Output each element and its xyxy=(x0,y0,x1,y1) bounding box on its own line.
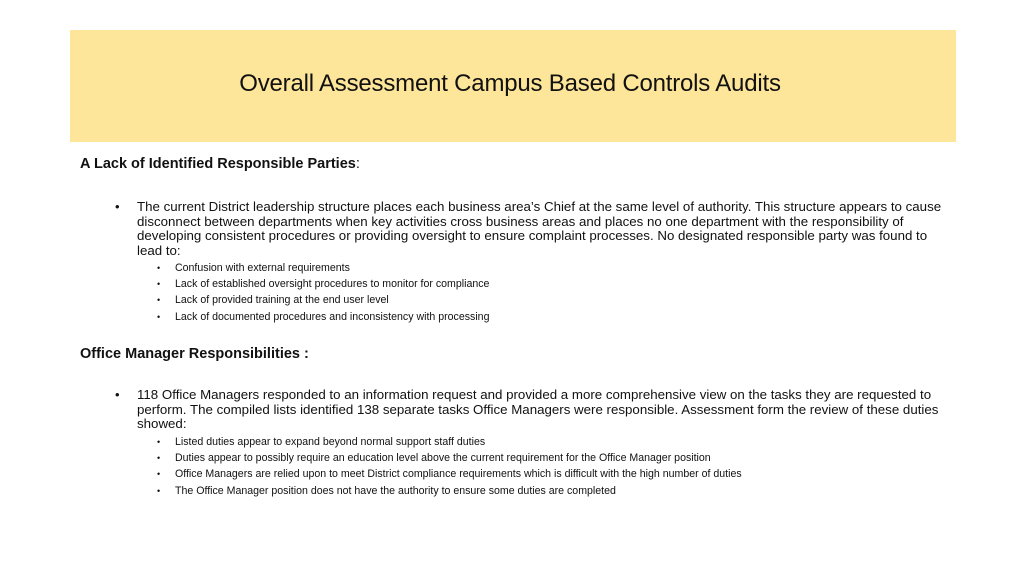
list-item-text: Office Managers are relied upon to meet District compliance requirements which is difficult with the high number of duties xyxy=(175,468,742,481)
list-item xyxy=(157,450,935,466)
list-item-text: Duties appear to possibly require an education level above the current requirement for the Office Manager position xyxy=(175,452,711,465)
sub-bullet-marker: • xyxy=(157,279,161,290)
section-heading-responsible-parties xyxy=(80,156,360,172)
sub-list-office-manager xyxy=(157,434,935,499)
sub-list-responsible-parties xyxy=(157,260,935,325)
sub-bullet-marker: • xyxy=(157,311,161,322)
sub-bullet-marker: • xyxy=(157,453,161,464)
sub-bullet-marker: • xyxy=(157,263,161,273)
list-item-text: Lack of documented procedures and inconsistency with processing xyxy=(175,310,490,323)
sub-bullet-marker: • xyxy=(157,469,161,480)
sub-bullet-marker: • xyxy=(157,295,161,306)
bullet-marker: • xyxy=(115,199,120,214)
bullet-text: 118 Office Managers responded to an information request and provided a more comprehensive view on the tasks they are requested to perform. The compiled lists identified 138 separate tasks Office Managers were responsible. Assessment form the review of these duties showed: xyxy=(137,387,939,432)
sub-bullet-marker: • xyxy=(157,437,161,447)
bullet-marker: • xyxy=(115,387,120,402)
list-item-text: Listed duties appear to expand beyond normal support staff duties xyxy=(175,436,486,448)
bullet-text: The current District leadership structure places each business area’s Chief at the same level of authority. This structure appears to cause disconnect between departments when key activities cross business areas and places no one department with the responsibility of developing consistent procedures or providing oversight to ensure complaint processes. No designated responsible party was found to lead to: xyxy=(137,199,942,258)
list-item xyxy=(157,483,935,499)
bullet-leadership-structure xyxy=(115,199,947,258)
section-heading-office-manager xyxy=(80,346,309,362)
list-item xyxy=(157,276,935,292)
list-item xyxy=(157,260,935,276)
section-heading-colon: : xyxy=(355,156,360,172)
section-heading-text: Office Manager Responsibilities : xyxy=(80,346,309,362)
sub-bullet-marker: • xyxy=(157,485,161,496)
list-item xyxy=(157,434,935,450)
list-item-text: Confusion with external requirements xyxy=(175,262,350,274)
slide-title: Overall Assessment Campus Based Controls Audits xyxy=(239,70,781,97)
section-heading-text: A Lack of Identified Responsible Parties xyxy=(80,156,356,172)
title-banner xyxy=(70,30,956,142)
bullet-office-manager-tasks xyxy=(115,387,947,432)
list-item xyxy=(157,466,935,482)
list-item xyxy=(157,309,935,325)
list-item xyxy=(157,292,935,308)
list-item-text: The Office Manager position does not have the authority to ensure some duties are completed xyxy=(175,484,616,497)
list-item-text: Lack of established oversight procedures to monitor for compliance xyxy=(175,278,490,291)
list-item-text: Lack of provided training at the end user level xyxy=(175,294,389,307)
